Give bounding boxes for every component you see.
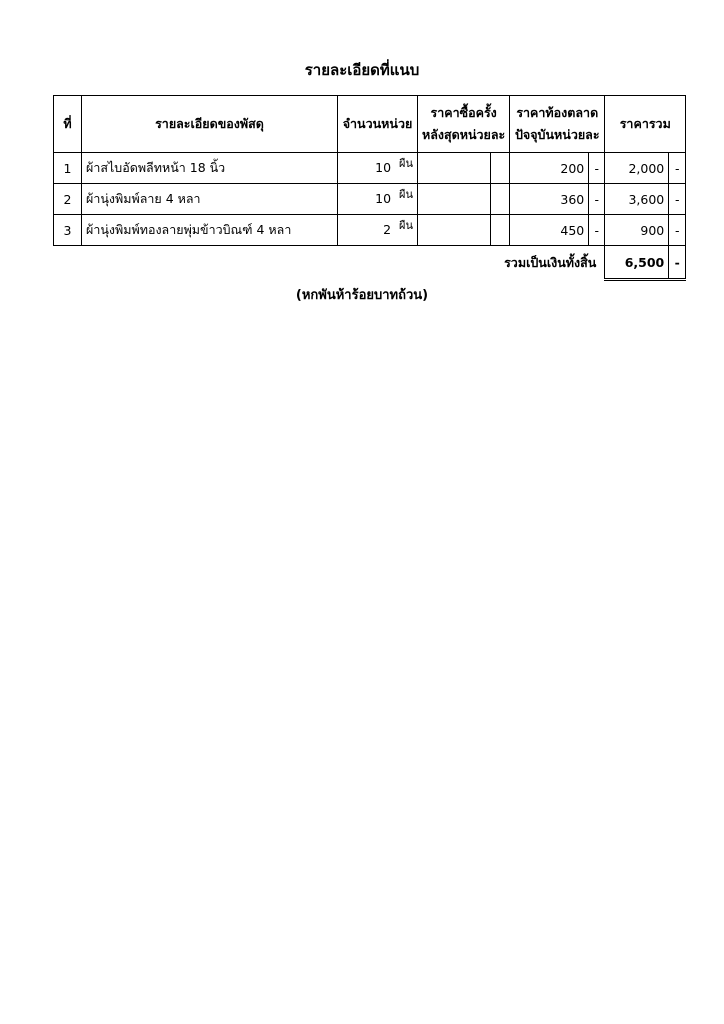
row-total: 900	[605, 215, 669, 246]
row-quantity	[338, 184, 418, 215]
row-market-price-sub: -	[589, 215, 605, 246]
table-row	[54, 153, 686, 184]
header-description: รายละเอียดของพัสดุ	[82, 96, 338, 153]
row-qty-number: 2	[383, 222, 392, 237]
page-title: รายละเอียดที่แนบ	[304, 61, 420, 79]
row-total: 2,000	[605, 153, 669, 184]
header-market-price-line1: ราคาท้องตลาด	[516, 105, 599, 120]
row-market-price-sub: -	[589, 184, 605, 215]
grand-total-sub: -	[669, 246, 686, 280]
row-market-price: 450	[510, 215, 589, 246]
header-no: ที่	[54, 96, 82, 153]
header-total: ราคารวม	[605, 96, 686, 153]
row-market-price: 360	[510, 184, 589, 215]
row-no: 2	[54, 184, 82, 215]
row-last-price	[418, 153, 491, 184]
row-description: ผ้านุ่งพิมพ์ลาย 4 หลา	[82, 184, 338, 215]
row-total-sub: -	[669, 153, 686, 184]
row-no: 1	[54, 153, 82, 184]
header-market-price	[510, 96, 605, 153]
table-row	[54, 184, 686, 215]
row-qty-number: 10	[375, 191, 392, 206]
grand-total-amount: 6,500	[605, 246, 669, 280]
row-last-price-sub	[491, 184, 510, 215]
row-market-price: 200	[510, 153, 589, 184]
header-market-price-line2: ปัจจุบันหน่วยละ	[514, 127, 600, 142]
header-quantity: จำนวนหน่วย	[338, 96, 418, 153]
grand-total-row	[54, 246, 686, 280]
header-row	[54, 96, 686, 153]
row-last-price	[418, 184, 491, 215]
row-total-sub: -	[669, 215, 686, 246]
header-last-price-line1: ราคาซื้อครั้ง	[430, 105, 497, 120]
row-last-price	[418, 215, 491, 246]
grand-total-label: รวมเป็นเงินทั้งสิ้น	[504, 254, 597, 270]
row-qty-number: 10	[375, 160, 392, 175]
row-total: 3,600	[605, 184, 669, 215]
row-quantity	[338, 215, 418, 246]
row-last-price-sub	[491, 153, 510, 184]
row-quantity	[338, 153, 418, 184]
header-last-price	[418, 96, 510, 153]
row-qty-unit: ผืน	[399, 188, 413, 201]
row-total-sub: -	[669, 184, 686, 215]
header-last-price-line2: หลังสุดหน่วยละ	[422, 127, 506, 142]
row-last-price-sub	[491, 215, 510, 246]
row-qty-unit: ผืน	[399, 219, 413, 232]
amount-in-words: (หกพันห้าร้อยบาทถ้วน)	[295, 288, 429, 303]
row-no: 3	[54, 215, 82, 246]
row-market-price-sub: -	[589, 153, 605, 184]
row-qty-unit: ผืน	[399, 157, 413, 170]
items-table	[53, 95, 686, 281]
row-description: ผ้าสไบอัดพลีทหน้า 18 นิ้ว	[82, 153, 338, 184]
table-row	[54, 215, 686, 246]
row-description: ผ้านุ่งพิมพ์ทองลายพุ่มข้าวบิณฑ์ 4 หลา	[82, 215, 338, 246]
total-spacer	[54, 246, 338, 280]
